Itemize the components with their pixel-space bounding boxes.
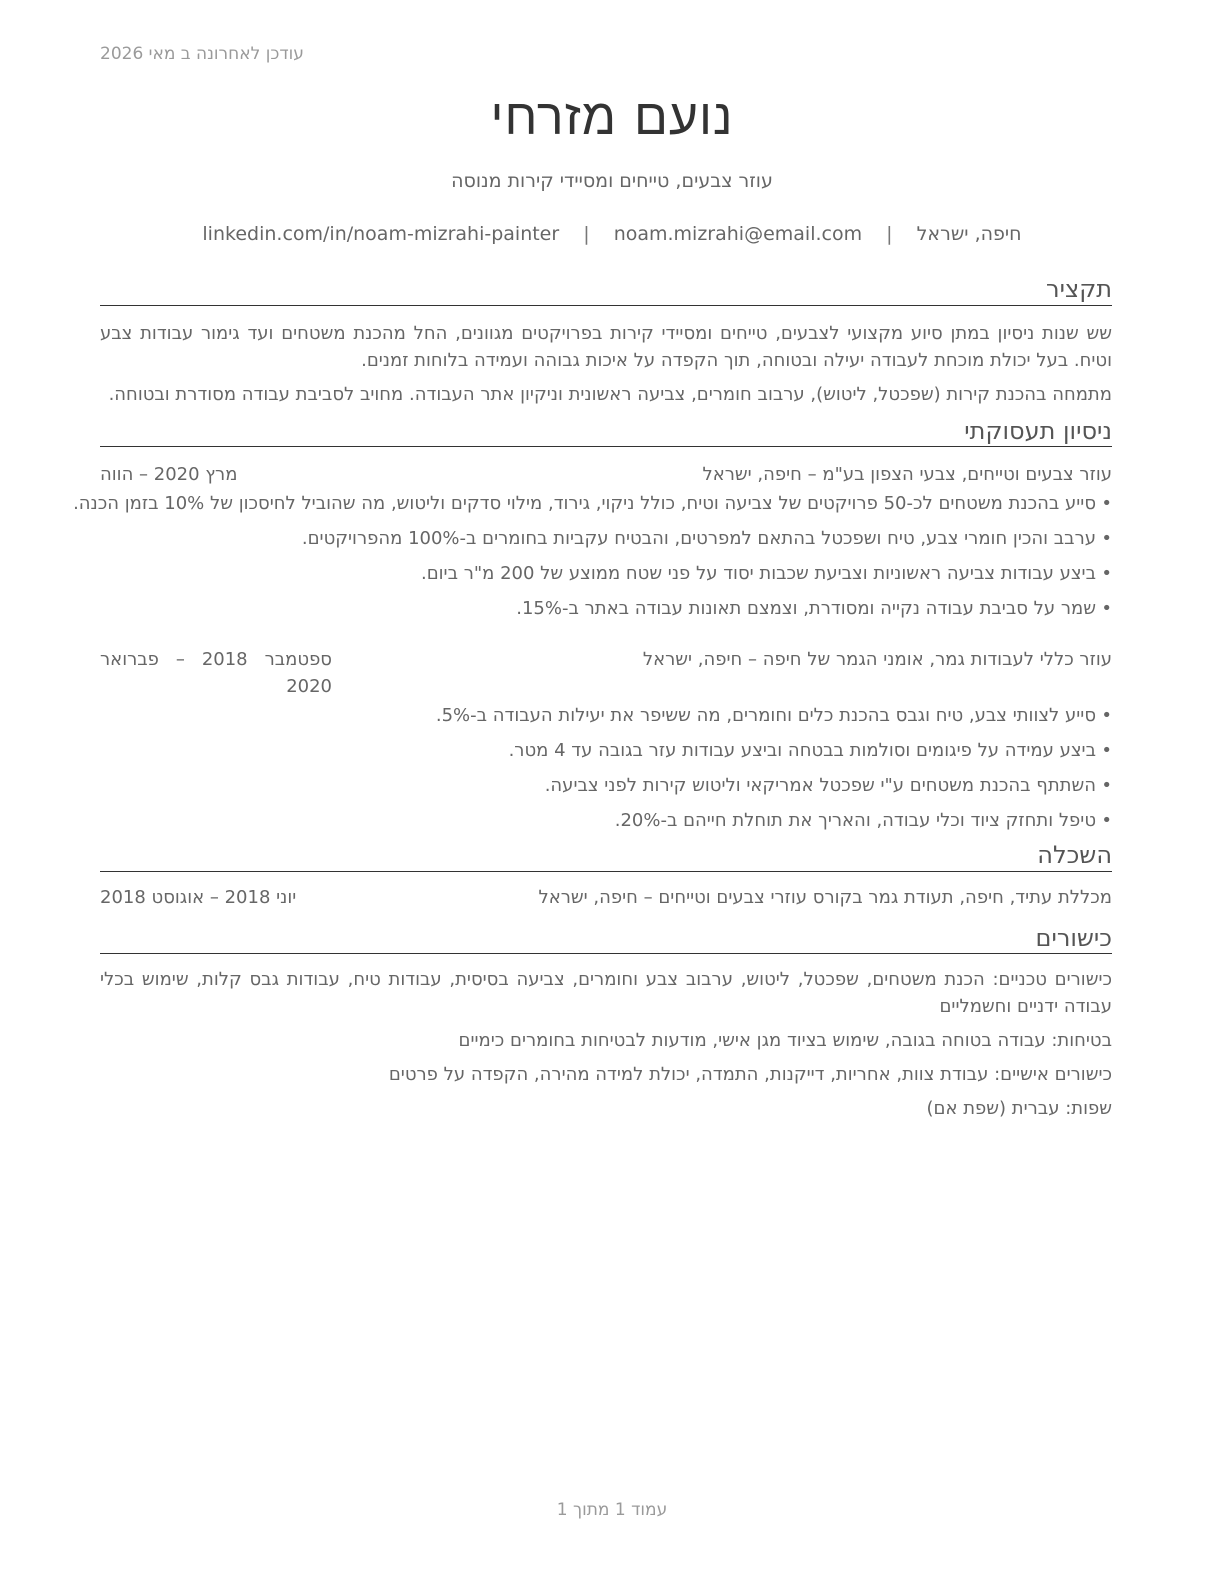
candidate-subtitle: עוזר צבעים, טייחים ומסיידי קירות מנוסה [451,170,773,192]
job-bullet: • השתתף בהכנת משטחים ע"י שפכטל אמריקאי וליטוש קירות לפני צביעה. [100,772,1112,799]
education-dates: יוני 2018 – אוגוסט 2018 [100,886,297,908]
job-header [100,646,1112,700]
section-title-summary: תקציר [100,276,1112,306]
experience-section [73,416,1112,835]
education-entry [100,884,1112,911]
contact-email[interactable]: noam.mizrahi@email.com [613,223,863,245]
job-header [100,461,1112,488]
job-role: עוזר צבעים וטייחים, צבעי הצפון בע"מ – חיפה, ישראל [702,464,1112,486]
job-role: עוזר כללי לעבודות גמר, אומני הגמר של חיפה – חיפה, ישראל [642,649,1112,671]
contact-separator: | [583,223,590,245]
resume-body [73,275,1112,1122]
job-bullet: • שמר על סביבת עבודה נקייה ומסודרת, וצמצם תאונות עבודה באתר ב-15%. [100,595,1112,622]
job-bullet: • ביצע עבודות צביעה ראשוניות וצביעת שכבות יסוד על פני שטח ממוצע של 200 מ"ר ביום. [100,560,1112,587]
job-dates: ספטמבר 2018 – פברואר 2020 [100,649,332,698]
section-title-education: השכלה [100,842,1112,872]
job-bullet: • ביצע עמידה על פיגומים וסולמות בבטחה וביצע עבודות עזר בגובה עד 4 מטר. [100,737,1112,764]
candidate-name: נועם מזרחי [490,88,734,146]
contact-linkedin[interactable]: linkedin.com/in/noam-mizrahi-painter [202,223,560,245]
summary-paragraph: שש שנות ניסיון במתן סיוע מקצועי לצבעים, טייחים ומסיידי קירות בפרויקטים מגוונים, החל מהכנת משטחים ועד גימור עבודות צבע וטיח. בעל יכולת מוכחת לעבודה יעילה ובטוחה, תוך הקפדה על איכות גבוהה ועמידה בלוחות זמנים. [100,322,1112,371]
contact-location: חיפה, ישראל [916,223,1022,245]
job-bullet: • סייע לצוותי צבע, טיח וגבס בהכנת כלים וחומרים, מה ששיפר את יעילות העבודה ב-5%. [100,702,1112,729]
skill-line: שפות: עברית (שפת אם) [926,1098,1112,1120]
page-number: עמוד 1 מתוך 1 [556,1500,668,1520]
job-bullet: • טיפל ותחזק ציוד וכלי עבודה, והאריך את תוחלת חייהם ב-20%. [100,807,1112,834]
contact-separator: | [886,223,893,245]
contact-line [0,223,1224,245]
skill-line: כישורים טכניים: הכנת משטחים, שפכטל, ליטוש, ערבוב צבע וחומרים, צביעה בסיסית, עבודות טיח, עבודות גבס קלות, שימוש בכלי עבודה ידניים וחשמליים [100,969,1112,1018]
section-title-skills: כישורים [100,925,1112,955]
education-institution: מכללת עתיד, חיפה, תעודת גמר בקורס עוזרי צבעים וטייחים – חיפה, ישראל [538,886,1112,908]
job-bullets [73,490,1112,622]
skill-line: כישורים אישיים: עבודת צוות, אחריות, דייקנות, התמדה, יכולת למידה מהירה, הקפדה על פרטים [388,1064,1112,1086]
skill-line: בטיחות: עבודה בטוחה בגובה, שימוש בציוד מגן אישי, מודעות לבטיחות בחומרים כימיים [458,1030,1112,1052]
summary-section [100,276,1112,408]
last-updated-note: עודכן לאחרונה ב מאי 2026 [100,44,304,64]
job-bullets [100,702,1112,834]
summary-paragraph: מתמחה בהכנת קירות (שפכטל, ליטוש), ערבוב חומרים, צביעה ראשונית וניקיון אתר העבודה. מחויב לסביבת עבודה מסודרת ובטוחה. [108,383,1112,405]
section-title-experience: ניסיון תעסוקתי [100,418,1112,448]
education-section [100,842,1112,911]
job-bullet: • סייע בהכנת משטחים לכ-50 פרויקטים של צביעה וטיח, כולל ניקוי, גירוד, מילוי סדקים וליטוש, מה שהוביל לחיסכון של 10% בזמן הכנה. [100,490,1112,517]
skills-section [100,925,1112,1123]
job-dates: מרץ 2020 – הווה [100,464,238,486]
job-bullet: • ערבב והכין חומרי צבע, טיח ושפכטל בהתאם למפרטים, והבטיח עקביות בחומרים ב-100% מהפרויקטים. [100,525,1112,552]
